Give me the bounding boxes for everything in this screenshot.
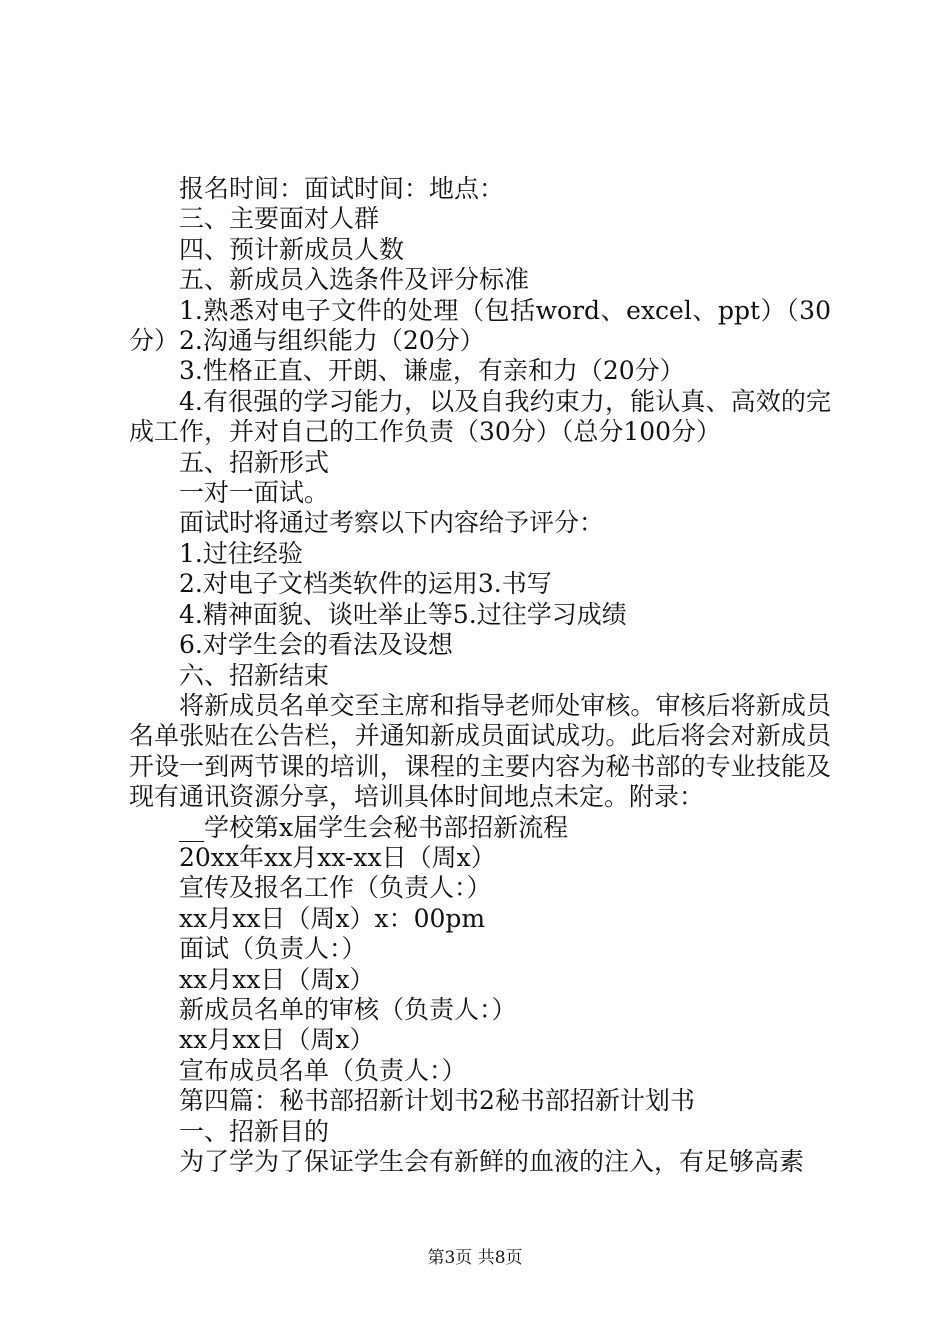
schedule-date-1: 20xx年xx月xx-xx日（周x） xyxy=(179,842,496,872)
page-number-footer: 第3页 共8页 xyxy=(427,1248,523,1268)
heading-recruit-format: 五、招新形式 xyxy=(179,447,330,477)
criteria-item-4: 4.有很强的学习能力，以及自我约束力，能认真、高效的完成工作，并对自己的工作负责（30分）（总分100分） xyxy=(129,386,831,447)
paragraph-registration-info: 报名时间：面试时间：地点： xyxy=(179,174,505,203)
schedule-task-interview: 面试（负责人：） xyxy=(179,934,367,964)
schedule-task-review: 新成员名单的审核（负责人：） xyxy=(179,994,517,1024)
scoring-item-1: 1.过往经验 xyxy=(179,538,303,568)
criteria-item-3: 3.性格正直、开朗、谦虚，有亲和力（20分） xyxy=(179,356,685,386)
heading-recruit-purpose: 一、招新目的 xyxy=(179,1116,330,1146)
heading-expected-members: 四、预计新成员人数 xyxy=(179,234,405,264)
scoring-item-4-5: 4.精神面貌、谈吐举止等5.过往学习成绩 xyxy=(179,599,627,629)
heading-selection-criteria: 五、新成员入选条件及评分标准 xyxy=(179,265,530,295)
scoring-item-2-3: 2.对电子文档类软件的运用3.书写 xyxy=(179,569,552,599)
document-body xyxy=(129,174,831,1177)
schedule-task-publicity: 宣传及报名工作（负责人：） xyxy=(179,873,492,903)
schedule-date-4: xx月xx日（周x） xyxy=(179,1025,375,1055)
schedule-date-3: xx月xx日（周x） xyxy=(179,964,375,994)
schedule-task-announce: 宣布成员名单（负责人：） xyxy=(179,1055,467,1085)
schedule-date-2: xx月xx日（周x）x：00pm xyxy=(179,903,486,933)
appendix-title: __学校第x届学生会秘书部招新流程 xyxy=(179,812,569,842)
paragraph-one-on-one: 一对一面试。 xyxy=(179,478,330,508)
paragraph-purpose: 为了学为了保证学生会有新鲜的血液的注入，有足够高素 xyxy=(179,1147,805,1176)
heading-recruit-end: 六、招新结束 xyxy=(179,660,330,690)
heading-target-group: 三、主要面对人群 xyxy=(179,204,380,234)
paragraph-review-process: 将新成员名单交至主席和指导老师处审核。审核后将新成员名单张贴在公告栏，并通知新成员面试成功。此后将会对新成员开设一到两节课的培训，课程的主要内容为秘书部的专业技能及现有通讯资源分享，培训具体时间地点未定。附录： xyxy=(129,690,831,812)
criteria-item-1-2: 1.熟悉对电子文件的处理（包括word、excel、ppt）（30分）2.沟通与组织能力（20分） xyxy=(129,295,831,356)
paragraph-interview-scoring: 面试时将通过考察以下内容给予评分： xyxy=(179,508,605,538)
scoring-item-6: 6.对学生会的看法及设想 xyxy=(179,630,453,660)
section-title-part-four: 第四篇：秘书部招新计划书2秘书部招新计划书 xyxy=(179,1086,695,1116)
